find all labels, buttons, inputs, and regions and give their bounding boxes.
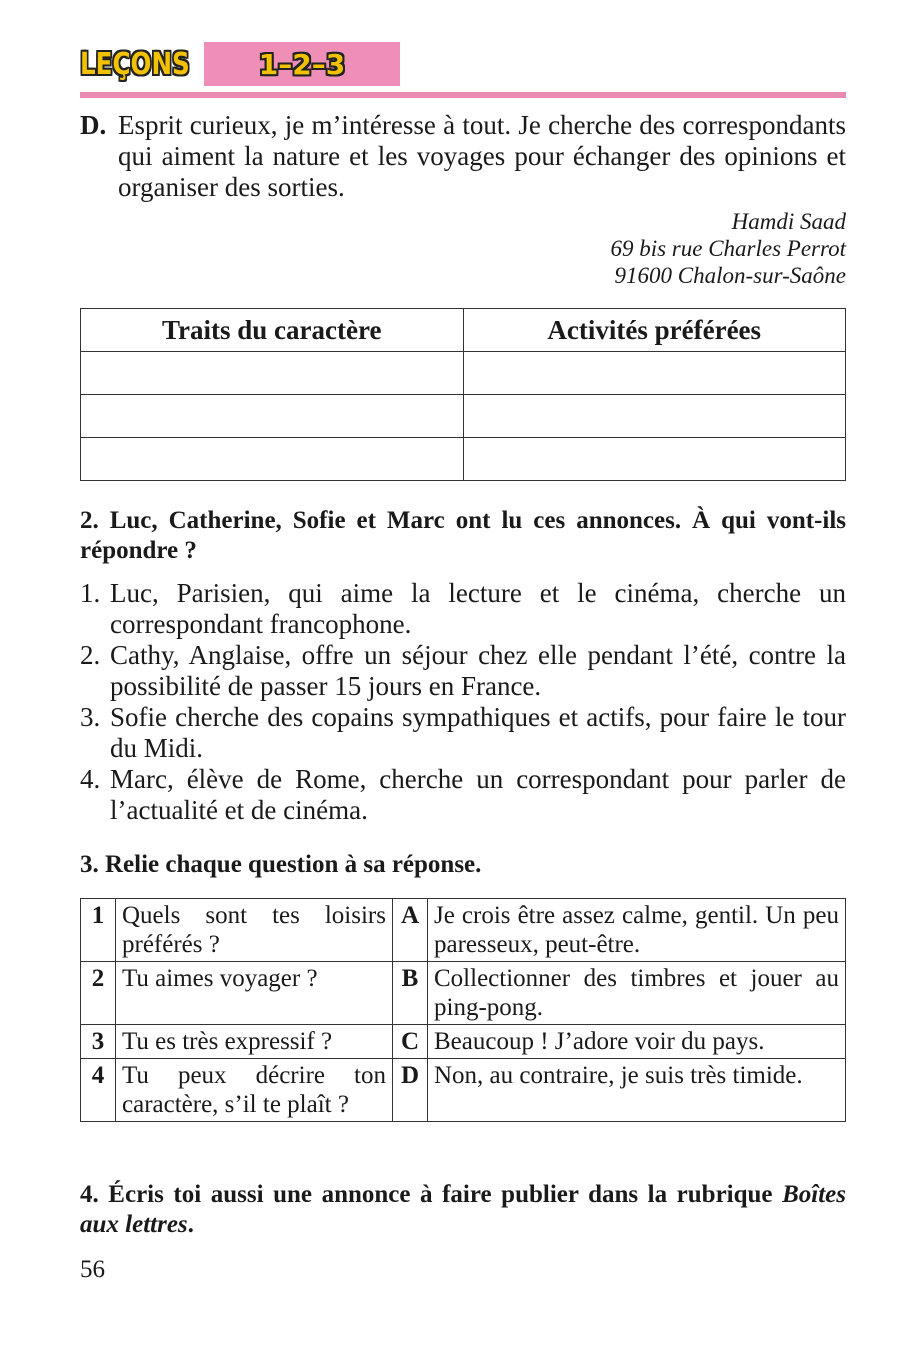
table-row — [81, 1025, 846, 1059]
table-row — [81, 899, 846, 962]
empty-cell — [81, 352, 464, 395]
ad-d-name: Hamdi Saad — [731, 209, 846, 234]
traits-table — [80, 308, 846, 481]
question-number: 1 — [81, 899, 116, 962]
exercise-4-title-start: 4. Écris toi aussi une annonce à faire publier dans la rubrique — [80, 1181, 783, 1208]
traits-header-character: Traits du caractère — [81, 309, 464, 352]
traits-header-activities: Activités préférées — [463, 309, 846, 352]
exercise-4-title-end: . — [187, 1211, 194, 1238]
ad-d-address — [610, 208, 846, 289]
list-item-number: 1. — [80, 578, 101, 608]
table-row — [81, 395, 846, 438]
answer-letter: B — [393, 962, 428, 1025]
empty-cell — [81, 395, 464, 438]
answer-letter: A — [393, 899, 428, 962]
ad-d-city: 91600 Chalon-sur-Saône — [614, 263, 846, 288]
list-item-text: Marc, élève de Rome, cherche un correspondant pour parler de l’actualité et de cinéma. — [110, 764, 846, 825]
exercise-3-title: 3. Relie chaque question à sa réponse. — [80, 851, 482, 878]
empty-cell — [81, 438, 464, 481]
list-item-number: 2. — [80, 640, 101, 670]
ad-d-paragraph — [80, 110, 846, 203]
answer-text: Beaucoup ! J’adore voir du pays. — [428, 1025, 846, 1059]
table-row — [81, 438, 846, 481]
list-item-text: Cathy, Anglaise, offre un séjour chez elle pendant l’été, contre la possibilité de passer 15 jours en France. — [110, 640, 846, 701]
empty-cell — [463, 352, 846, 395]
exercise-4-title-italic: Boîtes aux lettres — [80, 1181, 846, 1238]
list-item — [80, 764, 846, 826]
traits-header-row — [81, 309, 846, 352]
question-number: 2 — [81, 962, 116, 1025]
question-text: Tu peux décrire ton caractère, s’il te plaît ? — [116, 1059, 393, 1122]
answer-letter: C — [393, 1025, 428, 1059]
list-item-text: Sofie cherche des copains sympathiques et actifs, pour faire le tour du Midi. — [110, 702, 846, 763]
question-number: 4 — [81, 1059, 116, 1122]
table-row — [81, 352, 846, 395]
list-item — [80, 578, 846, 640]
answer-letter: D — [393, 1059, 428, 1122]
lesson-numbers: 1–2–3 — [204, 42, 400, 86]
exercise-2-list — [80, 578, 846, 826]
question-text: Tu es très expressif ? — [116, 1025, 393, 1059]
exercise-4-title — [80, 1180, 846, 1240]
question-text: Quels sont tes loisirs préférés ? — [116, 899, 393, 962]
list-item-number: 4. — [80, 764, 101, 794]
list-item — [80, 640, 846, 702]
ad-d-label: D. — [80, 110, 107, 140]
page-number: 56 — [80, 1256, 105, 1283]
lesson-word: LEÇONS — [80, 46, 190, 82]
list-item-number: 3. — [80, 702, 101, 732]
answer-text: Non, au contraire, je suis très timide. — [428, 1059, 846, 1122]
answer-text: Je crois être assez calme, gentil. Un peu paresseux, peut-être. — [428, 899, 846, 962]
header-divider — [80, 92, 846, 98]
lesson-header-badge — [80, 42, 346, 86]
ad-d-street: 69 bis rue Charles Perrot — [610, 236, 846, 261]
list-item — [80, 702, 846, 764]
question-text: Tu aimes voyager ? — [116, 962, 393, 1025]
ad-d-text: Esprit curieux, je m’intéresse à tout. Je cherche des correspondants qui aiment la nature et les voyages pour échanger des opinions et organiser des sorties. — [118, 110, 846, 202]
empty-cell — [463, 438, 846, 481]
matching-table — [80, 898, 846, 1122]
table-row — [81, 1059, 846, 1122]
answer-text: Collectionner des timbres et jouer au ping-pong. — [428, 962, 846, 1025]
list-item-text: Luc, Parisien, qui aime la lecture et le cinéma, cherche un correspondant francophone. — [110, 578, 846, 639]
table-row — [81, 962, 846, 1025]
empty-cell — [463, 395, 846, 438]
exercise-2-title: 2. Luc, Catherine, Sofie et Marc ont lu ces annonces. À qui vont-ils répondre ? — [80, 507, 846, 564]
question-number: 3 — [81, 1025, 116, 1059]
